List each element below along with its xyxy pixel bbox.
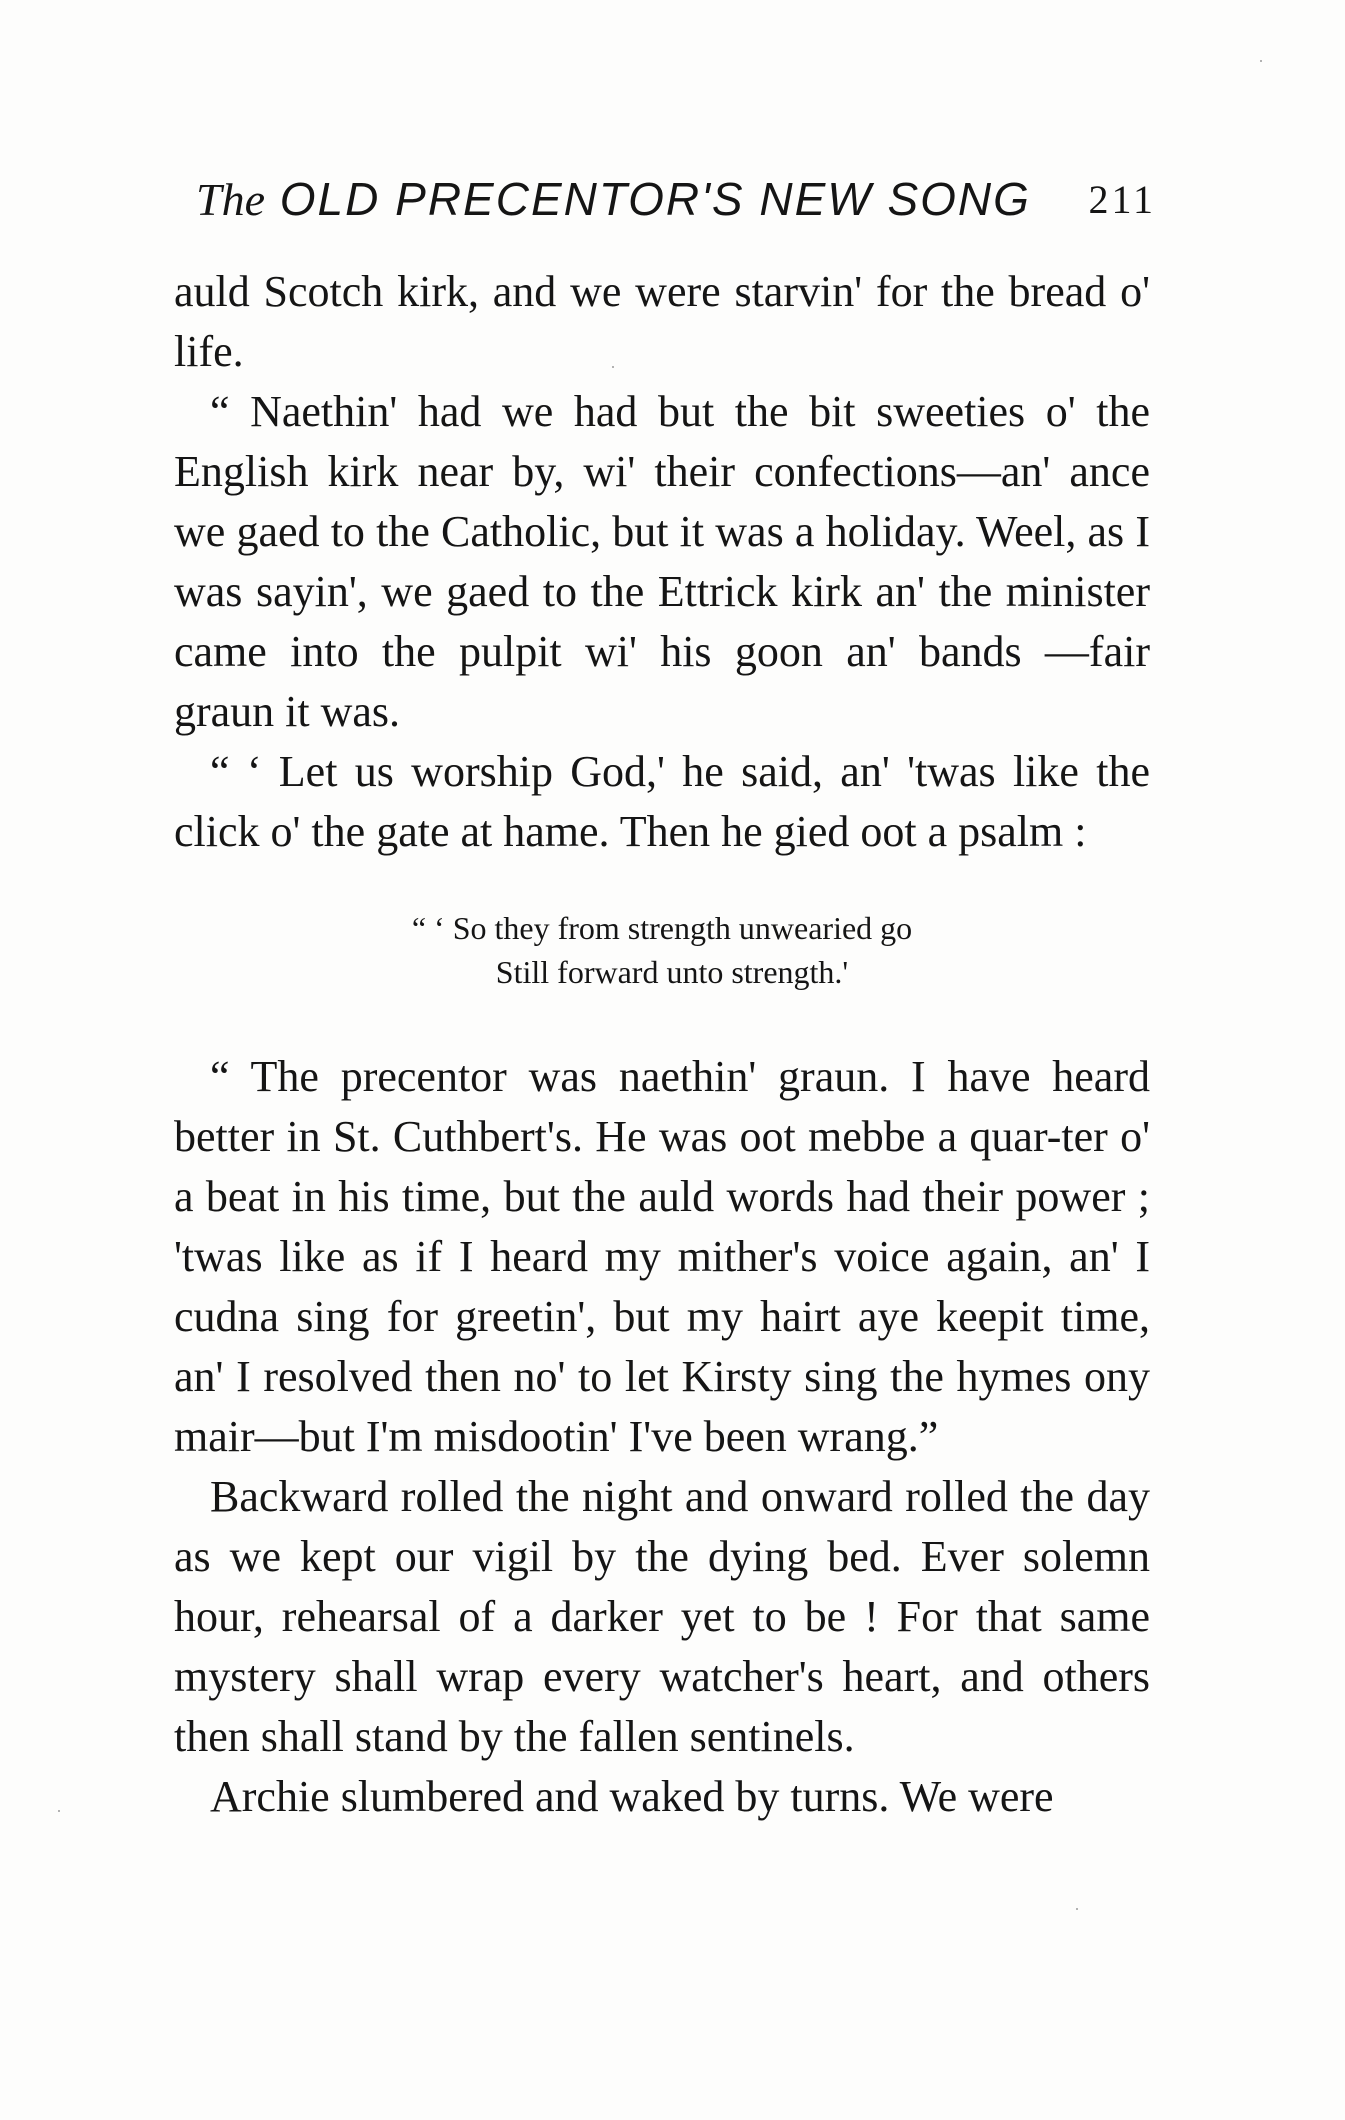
paragraph: Backward rolled the night and onward rolled the day as we kept our vigil by the dying bed. Ever solemn hour, rehearsal of a darker yet to be ! For that same mystery shall wrap every watcher's heart, and others then shall stand by the fallen sentinels. (174, 1472, 1150, 1761)
paragraph: “ The precentor was naethin' graun. I have heard better in St. Cuthbert's. He was oot mebbe a quar-ter o' a beat in his time, but the auld words had their power ; 'twas like as if I heard my mither's voice again, an' I cudna sing for greetin', but my hairt aye keepit time, an' I resolved then no' to let Kirsty sing the hymes ony mair—but I'm misdootin' I've been wrang.” (174, 1052, 1150, 1461)
verse-line: “ ‘ So they from strength unwearied go (411, 910, 913, 946)
verse-line: Still forward unto strength.' (495, 954, 849, 990)
running-header (196, 172, 1156, 242)
speck (1076, 1908, 1078, 1910)
page-number: 211 (1088, 177, 1156, 222)
psalm-quotation (174, 906, 1150, 994)
speck (612, 366, 614, 368)
speck (58, 1810, 60, 1812)
running-title-text: OLD PRECENTOR'S NEW SONG (279, 173, 1031, 225)
text-block-top (174, 262, 1150, 862)
speck (1260, 60, 1262, 62)
paragraph: “ ‘ Let us worship God,' he said, an' 'twas like the click o' the gate at hame. Then he gied oot a psalm : (174, 747, 1150, 856)
paragraph: “ Naethin' had we had but the bit sweeties o' the English kirk near by, wi' their confections—an' ance we gaed to the Catholic, but it was a holiday. Weel, as I was sayin', we gaed to the Ettrick kirk an' the minister came into the pulpit wi' his goon an' bands —fair graun it was. (174, 387, 1150, 736)
text-block-bottom (174, 1047, 1150, 1827)
paragraph: Archie slumbered and waked by turns. We were (210, 1772, 1054, 1821)
running-title (196, 172, 1031, 226)
running-title-the: The (196, 174, 265, 225)
paragraph: auld Scotch kirk, and we were starvin' for the bread o' life. (174, 267, 1150, 376)
